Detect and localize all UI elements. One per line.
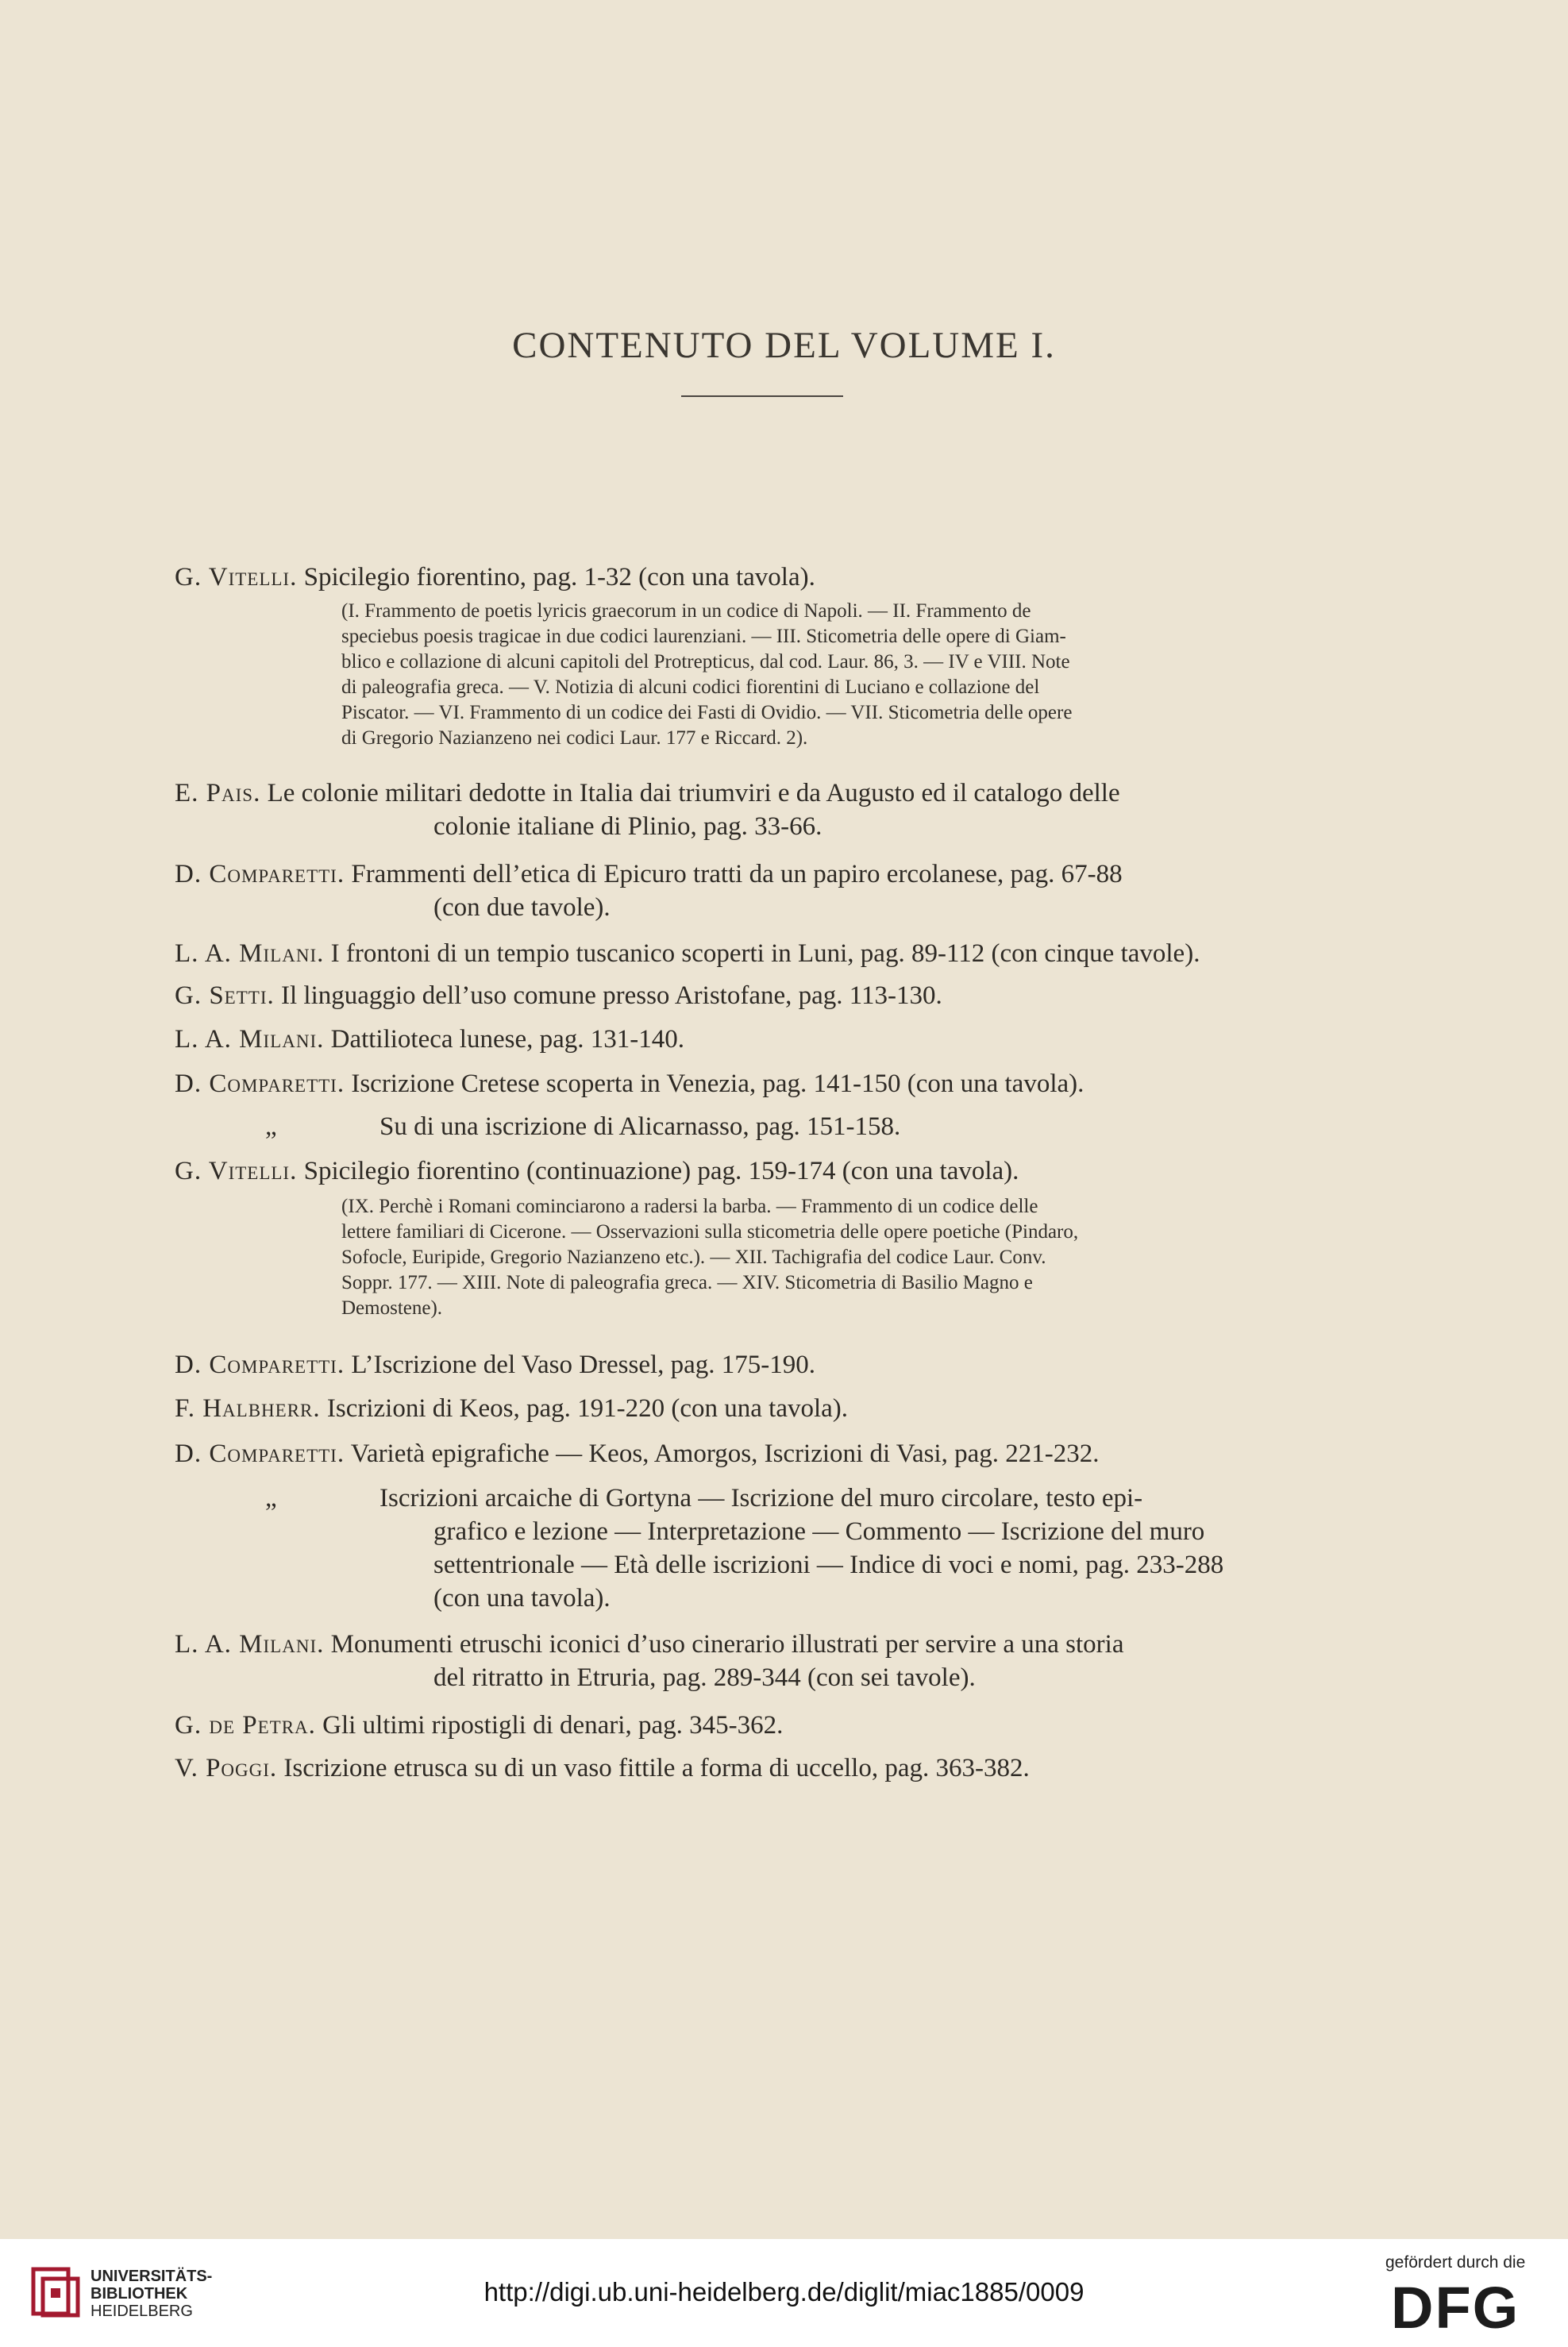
entry-title: Le colonie militari dedotte in Italia dai triumviri e da Augusto ed il catalogo delle [267, 779, 1120, 807]
toc-entry [175, 1392, 848, 1425]
ditto-mark: „ [265, 1112, 277, 1141]
toc-entry [175, 1348, 815, 1382]
entry-note-line: lettere familiari di Cicerone. — Osservazioni sulla sticometria delle opere poetiche (Pindaro, [341, 1221, 1079, 1243]
entry-title-continued: settentrionale — Età delle iscrizioni — Indice di voci e nomi, pag. 233-288 [433, 1551, 1224, 1579]
entry-title: Su di una iscrizione di Alicarnasso, pag. 151-158. [379, 1112, 901, 1141]
entry-author: F. Halbherr. [175, 1394, 321, 1423]
entry-note-line: (I. Frammento de poetis lyricis graecorum in un codice di Napoli. — II. Frammento de [341, 600, 1031, 622]
entry-title: Gli ultimi ripostigli di denari, pag. 345-362. [322, 1711, 784, 1740]
entry-title: Iscrizioni di Keos, pag. 191-220 (con una tavola). [326, 1394, 849, 1423]
entry-author: E. Pais. [175, 779, 261, 807]
permalink-url[interactable]: http://digi.ub.uni-heidelberg.de/diglit/miac1885/0009 [483, 2277, 1085, 2307]
toc-entry [175, 1023, 684, 1056]
ditto-mark: „ [265, 1484, 277, 1513]
entry-title: Monumenti etruschi iconici d’uso cinerario illustrati per servire a una storia [330, 1630, 1124, 1659]
entry-title: Varietà epigrafiche — Keos, Amorgos, Iscrizioni di Vasi, pag. 221-232. [350, 1439, 1100, 1468]
entry-author: G. Vitelli. [175, 1157, 298, 1185]
entry-title-continued: colonie italiane di Plinio, pag. 33-66. [433, 812, 823, 841]
entry-author: L. A. Milani. [175, 1025, 325, 1054]
entry-author: D. Comparetti. [175, 1439, 345, 1468]
entry-author: D. Comparetti. [175, 1351, 345, 1379]
entry-title: L’Iscrizione del Vaso Dressel, pag. 175-190. [351, 1351, 816, 1379]
entry-title-continued: (con due tavole). [433, 893, 611, 922]
entry-title: Iscrizione Cretese scoperta in Venezia, pag. 141-150 (con una tavola). [351, 1069, 1085, 1098]
entry-note-line: (IX. Perchè i Romani cominciarono a radersi la barba. — Frammento di un codice delle [341, 1196, 1038, 1217]
toc-entry [175, 979, 942, 1012]
entry-title: Spicilegio fiorentino, pag. 1-32 (con una tavola). [303, 563, 815, 592]
entry-author: V. Poggi. [175, 1754, 278, 1782]
entry-note-line: blico e collazione di alcuni capitoli del Protrepticus, dal cod. Laur. 86, 3. — IV e VIII. Note [341, 651, 1070, 672]
entry-author: L. A. Milani. [175, 939, 325, 968]
entry-title: Il linguaggio dell’uso comune presso Aristofane, pag. 113-130. [281, 981, 942, 1010]
dfg-logo: DFG [1391, 2275, 1520, 2341]
toc-entry [175, 1154, 1019, 1188]
entry-title: Iscrizioni arcaiche di Gortyna — Iscrizione del muro circolare, testo epi- [379, 1484, 1143, 1513]
entry-title: Spicilegio fiorentino (continuazione) pag. 159-174 (con una tavola). [303, 1157, 1019, 1185]
entry-author: D. Comparetti. [175, 1069, 345, 1098]
entry-title-continued: grafico e lezione — Interpretazione — Commento — Iscrizione del muro [433, 1517, 1205, 1546]
toc-entry [265, 1110, 277, 1143]
entry-note-line: Soppr. 177. — XIII. Note di paleografia greca. — XIV. Sticometria di Basilio Magno e [341, 1272, 1033, 1293]
entry-note-line: Demostene). [341, 1297, 443, 1319]
entry-title: Dattilioteca lunese, pag. 131-140. [330, 1025, 684, 1054]
toc-entry [175, 1752, 1030, 1785]
toc-entry [175, 777, 1120, 810]
entry-note-line: di paleografia greca. — V. Notizia di alcuni codici fiorentini di Luciano e collazione del [341, 676, 1040, 698]
toc-entry [175, 1628, 1123, 1661]
viewer-footer [0, 2239, 1568, 2347]
entry-title-continued: del ritratto in Etruria, pag. 289-344 (con sei tavole). [433, 1663, 976, 1692]
toc-entry [175, 857, 1123, 891]
page-title: CONTENUTO DEL VOLUME I. [512, 325, 1056, 366]
entry-title: Frammenti dell’etica di Epicuro tratti da un papiro ercolanese, pag. 67-88 [351, 860, 1123, 888]
entry-note-line: Sofocle, Euripide, Gregorio Nazianzeno etc.). — XII. Tachigrafia del codice Laur. Conv. [341, 1247, 1046, 1268]
entry-title-continued: (con una tavola). [433, 1584, 611, 1613]
entry-author: G. de Petra. [175, 1711, 316, 1740]
entry-title: I frontoni di un tempio tuscanico scoperti in Luni, pag. 89-112 (con cinque tavole). [330, 939, 1200, 968]
entry-author: G. Setti. [175, 981, 275, 1010]
library-name-line: HEIDELBERG [91, 2303, 193, 2320]
entry-note-line: speciebus poesis tragicae in due codici laurenziani. — III. Sticometria delle opere di Giam- [341, 626, 1066, 647]
toc-entry [175, 1067, 1084, 1100]
toc-entry [175, 561, 815, 594]
library-name-line: UNIVERSITÄTS- [91, 2268, 213, 2285]
toc-entry [175, 937, 1200, 970]
entry-note-line: di Gregorio Nazianzeno nei codici Laur. 177 e Riccard. 2). [341, 727, 808, 749]
toc-entry [175, 1437, 1100, 1470]
entry-note-line: Piscator. — VI. Frammento di un codice dei Fasti di Ovidio. — VII. Sticometria delle opere [341, 702, 1073, 723]
title-rule [681, 395, 843, 397]
entry-author: G. Vitelli. [175, 563, 298, 592]
toc-entry [175, 1709, 783, 1742]
toc-entry [265, 1482, 277, 1515]
funding-caption: gefördert durch die [1385, 2253, 1526, 2272]
entry-author: D. Comparetti. [175, 860, 345, 888]
library-name-line: BIBLIOTHEK [91, 2285, 188, 2303]
entry-title: Iscrizione etrusca su di un vaso fittile a forma di uccello, pag. 363-382. [283, 1754, 1030, 1782]
entry-author: L. A. Milani. [175, 1630, 325, 1659]
